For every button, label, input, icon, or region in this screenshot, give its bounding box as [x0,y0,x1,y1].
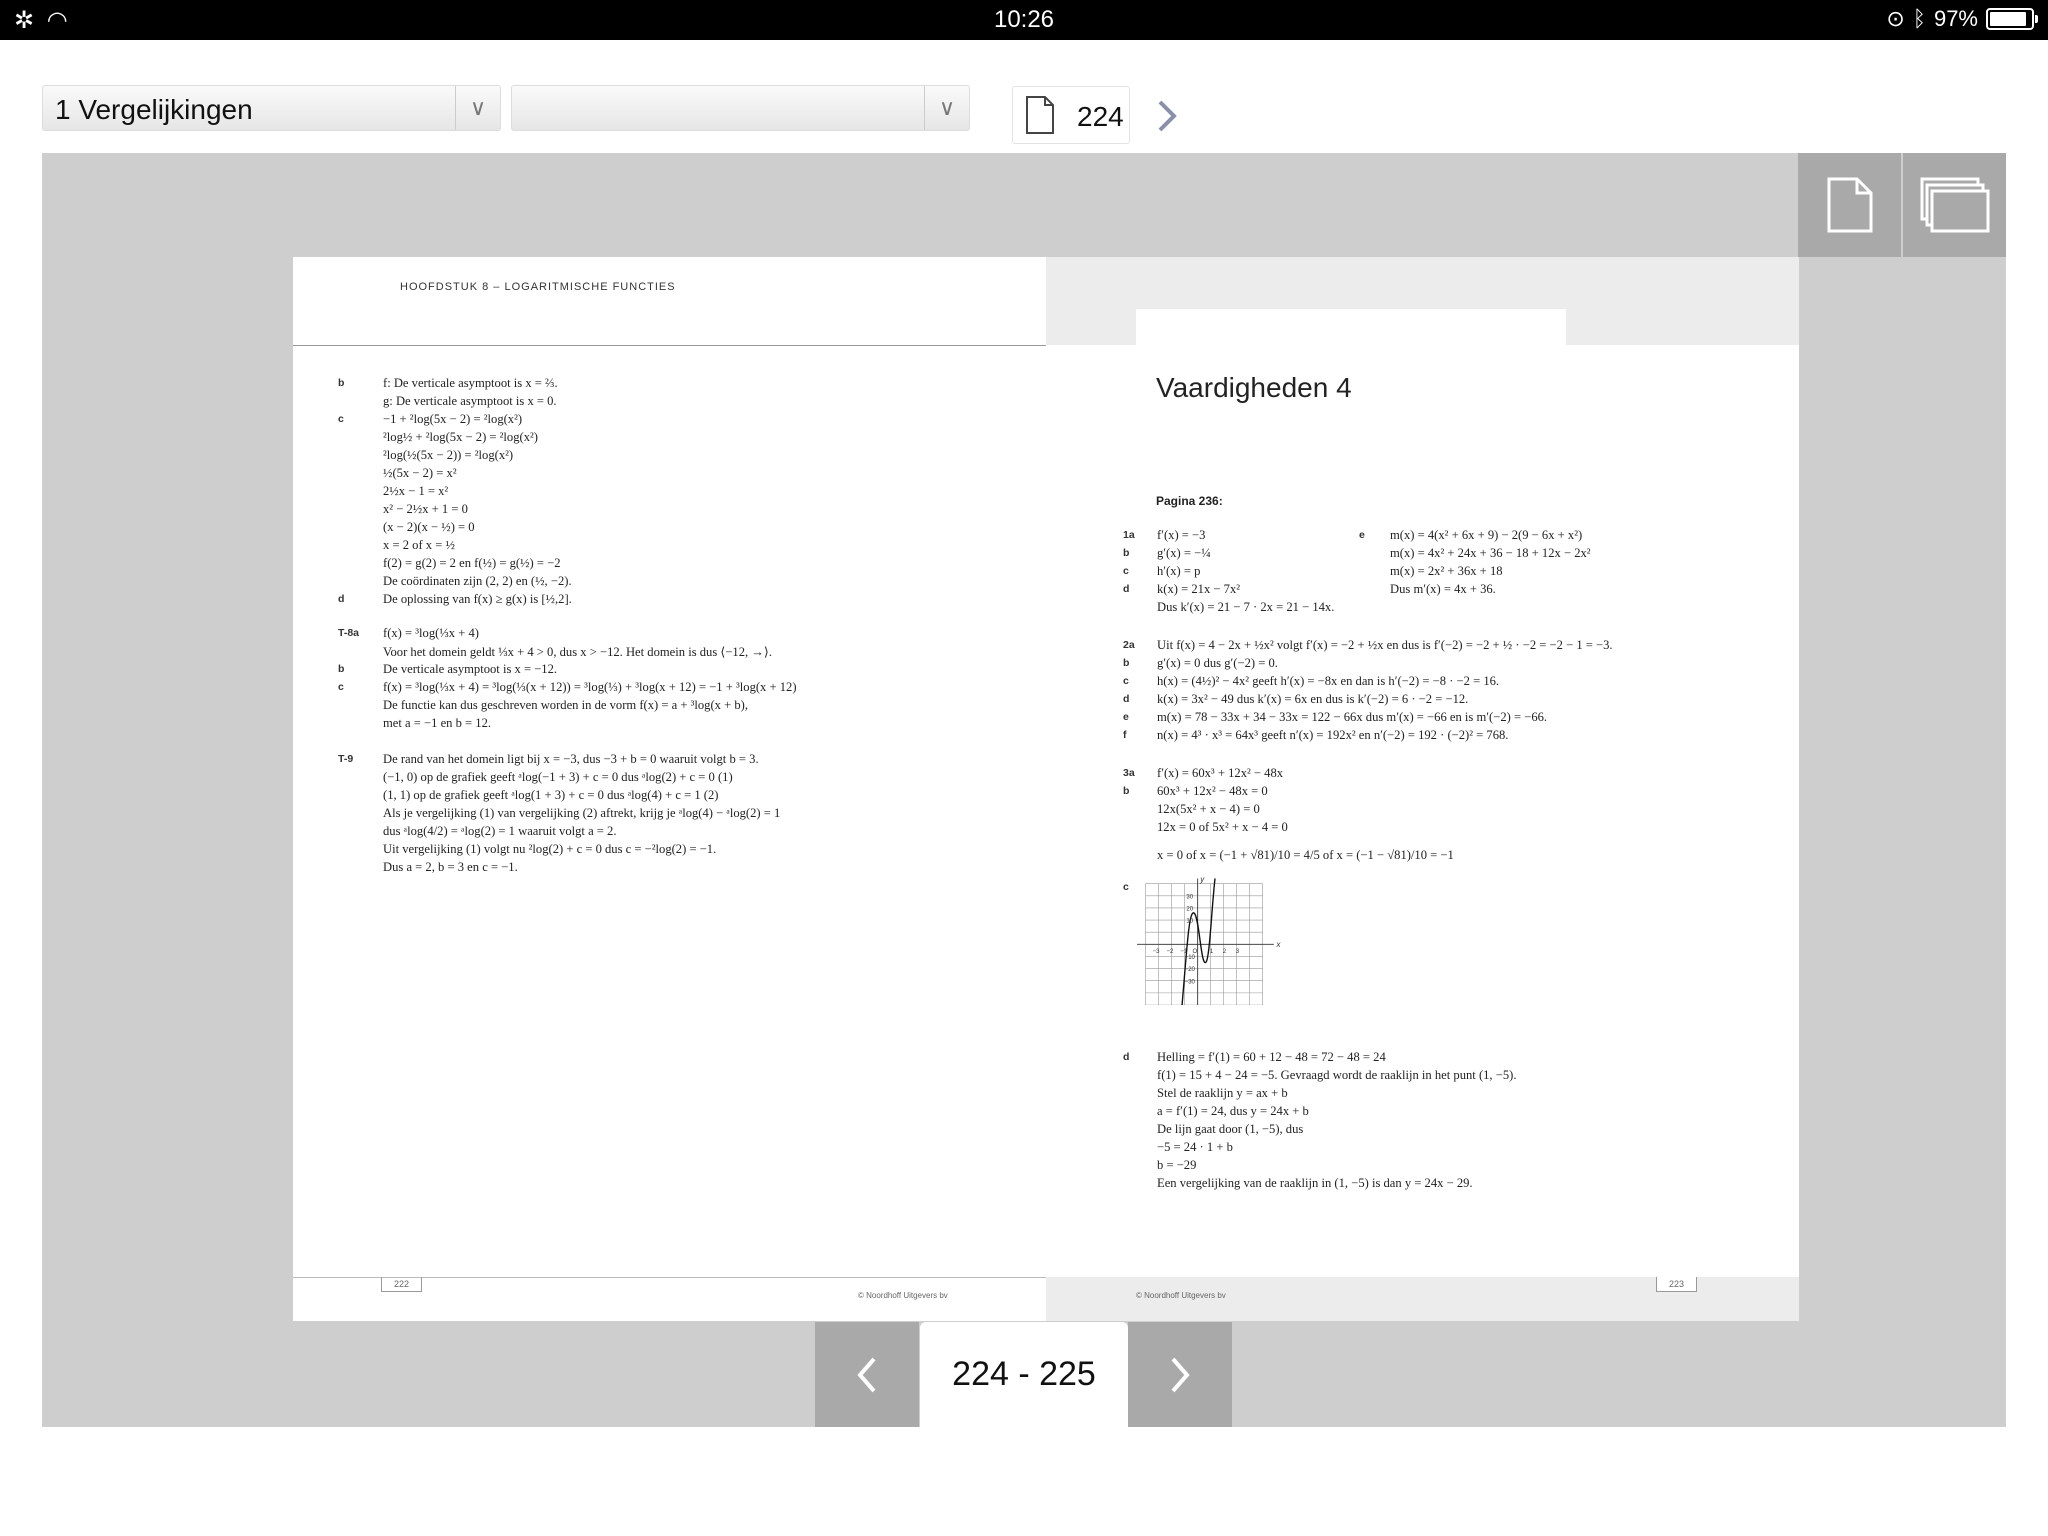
graph-x-tick: 3 [1235,949,1240,955]
math-line: Als je vergelijking (1) van vergelijking (2) aftrekt, krijg je ᵃlog(4) − ᵃlog(2) = 1 [383,806,781,820]
item-label: c [1123,675,1129,687]
page-number-field[interactable] [1012,86,1130,144]
math-line: x = 0 of x = (−1 + √81)/10 = 4/5 of x = (−1 − √81)/10 = −1 [1157,848,1454,862]
single-page-icon [1825,175,1875,235]
right-page-number: 223 [1656,1277,1697,1292]
math-line: 12x = 0 of 5x² + x − 4 = 0 [1157,820,1288,834]
math-line: h(x) = (4½)² − 4x² geeft h′(x) = −8x en dan is h′(−2) = −8 · −2 = 16. [1157,674,1500,688]
double-page-view-button[interactable] [1903,153,2006,257]
math-line: Dus a = 2, b = 3 en c = −1. [383,860,518,874]
math-line: x² − 2½x + 1 = 0 [383,502,468,516]
item-label: b [1123,547,1130,559]
next-page-button[interactable] [1128,1322,1232,1427]
item-label: d [338,593,345,605]
item-label: c [338,413,344,425]
chevron-down-icon: ∨ [455,86,500,130]
item-label: 1a [1123,529,1135,541]
item-label: e [1123,711,1129,723]
math-line: Helling = f′(1) = 60 + 12 − 48 = 72 − 48 = 24 [1157,1050,1386,1064]
item-label: c [1123,565,1129,577]
status-time: 10:26 [993,6,1055,33]
graph-y-label: y [1200,875,1205,884]
item-label: b [338,663,345,675]
chapter-dropdown-value: 1 Vergelijkingen [55,94,253,125]
battery-icon [1986,8,2034,30]
activity-icon: ✲ [14,7,35,34]
math-line: (−1, 0) op de grafiek geeft ᵃlog(−1 + 3) + c = 0 dus ᵃlog(2) + c = 0 (1) [383,770,733,784]
math-line: m(x) = 78 − 33x + 34 − 33x = 122 − 66x dus m′(x) = −66 en is m′(−2) = −66. [1157,710,1548,724]
math-line: m(x) = 2x² + 36x + 18 [1390,564,1503,578]
math-line: f: De verticale asymptoot is x = ⅔. [383,376,558,390]
math-line: Uit vergelijking (1) volgt nu ²log(2) + c = 0 dus c = −²log(2) = −1. [383,842,717,856]
math-line: (1, 1) op de grafiek geeft ᵃlog(1 + 3) + c = 0 dus ᵃlog(4) + c = 1 (2) [383,788,719,802]
math-line: De oplossing van f(x) ≥ g(x) is [½,2]. [383,592,572,606]
math-line: h′(x) = p [1157,564,1201,578]
section-dropdown[interactable] [511,85,970,131]
bluetooth-icon: ᛒ [1912,6,1926,31]
page-number-value: 224 [1077,101,1124,132]
math-line: k(x) = 3x² − 49 dus k′(x) = 6x en dus is k′(−2) = 6 · −2 = −12. [1157,692,1469,706]
item-label: d [1123,693,1130,705]
double-page-icon [1920,177,1990,233]
item-label: T-9 [338,753,354,765]
battery-percentage: 97% [1933,6,1978,31]
item-label: c [338,681,344,693]
math-line: met a = −1 en b = 12. [383,716,492,730]
math-line: De rand van het domein ligt bij x = −3, dus −3 + b = 0 waaruit volgt b = 3. [383,752,759,766]
single-page-view-button[interactable] [1798,153,1901,257]
graph-y-tick: −20 [1184,967,1195,974]
math-line: De functie kan dus geschreven worden in de vorm f(x) = a + ³log(x + b), [383,698,749,712]
left-page-number: 222 [381,1277,422,1292]
chevron-left-icon [852,1353,882,1397]
math-line: f(2) = g(2) = 2 en f(½) = g(½) = −2 [383,556,561,570]
page-range-label: 224 - 225 [920,1322,1128,1427]
item-label: b [338,377,345,389]
graph-y-tick: 30 [1186,894,1194,901]
math-line: −5 = 24 · 1 + b [1157,1140,1233,1154]
math-line: De verticale asymptoot is x = −12. [383,662,558,676]
math-line: g′(x) = −¼ [1157,546,1211,560]
math-line: m(x) = 4(x² + 6x + 9) − 2(9 − 6x + x²) [1390,528,1583,542]
item-label: b [1123,657,1130,669]
math-line: Een vergelijking van de raaklijn in (1, −5) is dan y = 24x − 29. [1157,1176,1473,1190]
math-line: Uit f(x) = 4 − 2x + ½x² volgt f′(x) = −2 + ½x en dus is f′(−2) = −2 + ½ · −2 = −2 − 1 = −3. [1157,638,1613,652]
graph-x-tick: O [1192,949,1198,955]
math-line: b = −29 [1157,1158,1197,1172]
right-copyright: © Noordhoff Uitgevers bv [1136,1291,1226,1300]
math-line: g′(x) = 0 dus g′(−2) = 0. [1157,656,1278,670]
math-line: ²log(½(5x − 2)) = ²log(x²) [383,448,514,462]
item-label: c [1123,881,1129,893]
math-line: dus ᵃlog(4/2) = ᵃlog(2) = 1 waaruit volgt a = 2. [383,824,617,838]
item-label: b [1123,785,1130,797]
graph-x-tick: 1 [1209,949,1214,955]
page-viewer[interactable] [42,153,2006,1427]
graph-x-tick: −3 [1152,949,1160,955]
page-spread [293,257,1799,1321]
item-label: 2a [1123,639,1135,651]
chevron-down-icon: ∨ [924,86,969,130]
wifi-icon: ◠ [46,7,68,34]
left-copyright: © Noordhoff Uitgevers bv [858,1291,948,1300]
graph-y-tick: −30 [1184,979,1195,986]
math-line: Dus m′(x) = 4x + 36. [1390,582,1496,596]
graph-x-tick: −2 [1166,949,1174,955]
math-line: ½(5x − 2) = x² [383,466,457,480]
math-line: 60x³ + 12x² − 48x = 0 [1157,784,1268,798]
math-line: 2½x − 1 = x² [383,484,449,498]
math-line: ²log½ + ²log(5x − 2) = ²log(x²) [383,430,538,444]
graph-y-tick: 10 [1186,918,1194,925]
math-line: Voor het domein geldt ⅓x + 4 > 0, dus x > −12. Het domein is dus ⟨−12, →⟩. [383,645,772,659]
item-label: T-8a [338,627,360,639]
document-icon [1025,95,1055,135]
chevron-right-icon [1165,1353,1195,1397]
math-line: Stel de raaklijn y = ax + b [1157,1086,1288,1100]
section-title: Vaardigheden 4 [1156,372,1352,403]
math-line: g: De verticale asymptoot is x = 0. [383,394,557,408]
left-page-header [293,257,1046,346]
rotation-lock-icon: ⊙ [1886,6,1905,31]
math-line: f′(x) = −3 [1157,528,1206,542]
math-line: 12x(5x² + x − 4) = 0 [1157,802,1260,816]
graph-y-tick: 20 [1186,906,1194,913]
math-line: −1 + ²log(5x − 2) = ²log(x²) [383,412,523,426]
math-line: De coördinaten zijn (2, 2) en (½, −2). [383,574,572,588]
pagina-label: Pagina 236: [1156,494,1223,508]
item-label: 3a [1123,767,1135,779]
item-label: e [1359,529,1365,541]
math-line: f(x) = ³log(⅓x + 4) = ³log(⅓(x + 12)) = ³log(⅓) + ³log(x + 12) = −1 + ³log(x + 12) [383,680,797,694]
math-line: f(1) = 15 + 4 − 24 = −5. Gevraagd wordt de raaklijn in het punt (1, −5). [1157,1068,1517,1082]
function-graph [1126,875,1291,1005]
chapter-dropdown[interactable] [42,85,501,131]
status-bar [0,0,2048,40]
graph-x-label: x [1276,939,1281,949]
math-line: x = 2 of x = ½ [383,538,455,552]
right-header-tab [1136,309,1566,345]
math-line: Dus k′(x) = 21 − 7 · 2x = 21 − 14x. [1157,600,1335,614]
math-line: n(x) = 4³ · x³ = 64x³ geeft n′(x) = 192x² en n′(−2) = 192 · (−2)² = 768. [1157,728,1509,742]
right-page-header [1046,257,1799,345]
math-line: (x − 2)(x − ½) = 0 [383,520,475,534]
math-line: a = f′(1) = 24, dus y = 24x + b [1157,1104,1309,1118]
item-label: d [1123,1051,1130,1063]
math-line: m(x) = 4x² + 24x + 36 − 18 + 12x − 2x² [1390,546,1591,560]
item-label: d [1123,583,1130,595]
math-line: k(x) = 21x − 7x² [1157,582,1241,596]
item-label: f [1123,729,1127,741]
right-page [1046,257,1799,1321]
chapter-header: HOOFDSTUK 8 – LOGARITMISCHE FUNCTIES [400,281,676,293]
left-page [293,257,1046,1321]
status-right-icons [1886,6,2034,32]
math-line: De lijn gaat door (1, −5), dus [1157,1122,1304,1136]
graph-y-tick: −10 [1184,955,1195,962]
math-line: f(x) = ³log(⅓x + 4) [383,626,479,640]
graph-x-tick: 2 [1222,949,1227,955]
math-line: f′(x) = 60x³ + 12x² − 48x [1157,766,1284,780]
graph-x-tick: −1 [1180,949,1188,955]
go-to-page-arrow-icon[interactable] [1152,96,1182,136]
previous-page-button[interactable] [815,1322,919,1427]
